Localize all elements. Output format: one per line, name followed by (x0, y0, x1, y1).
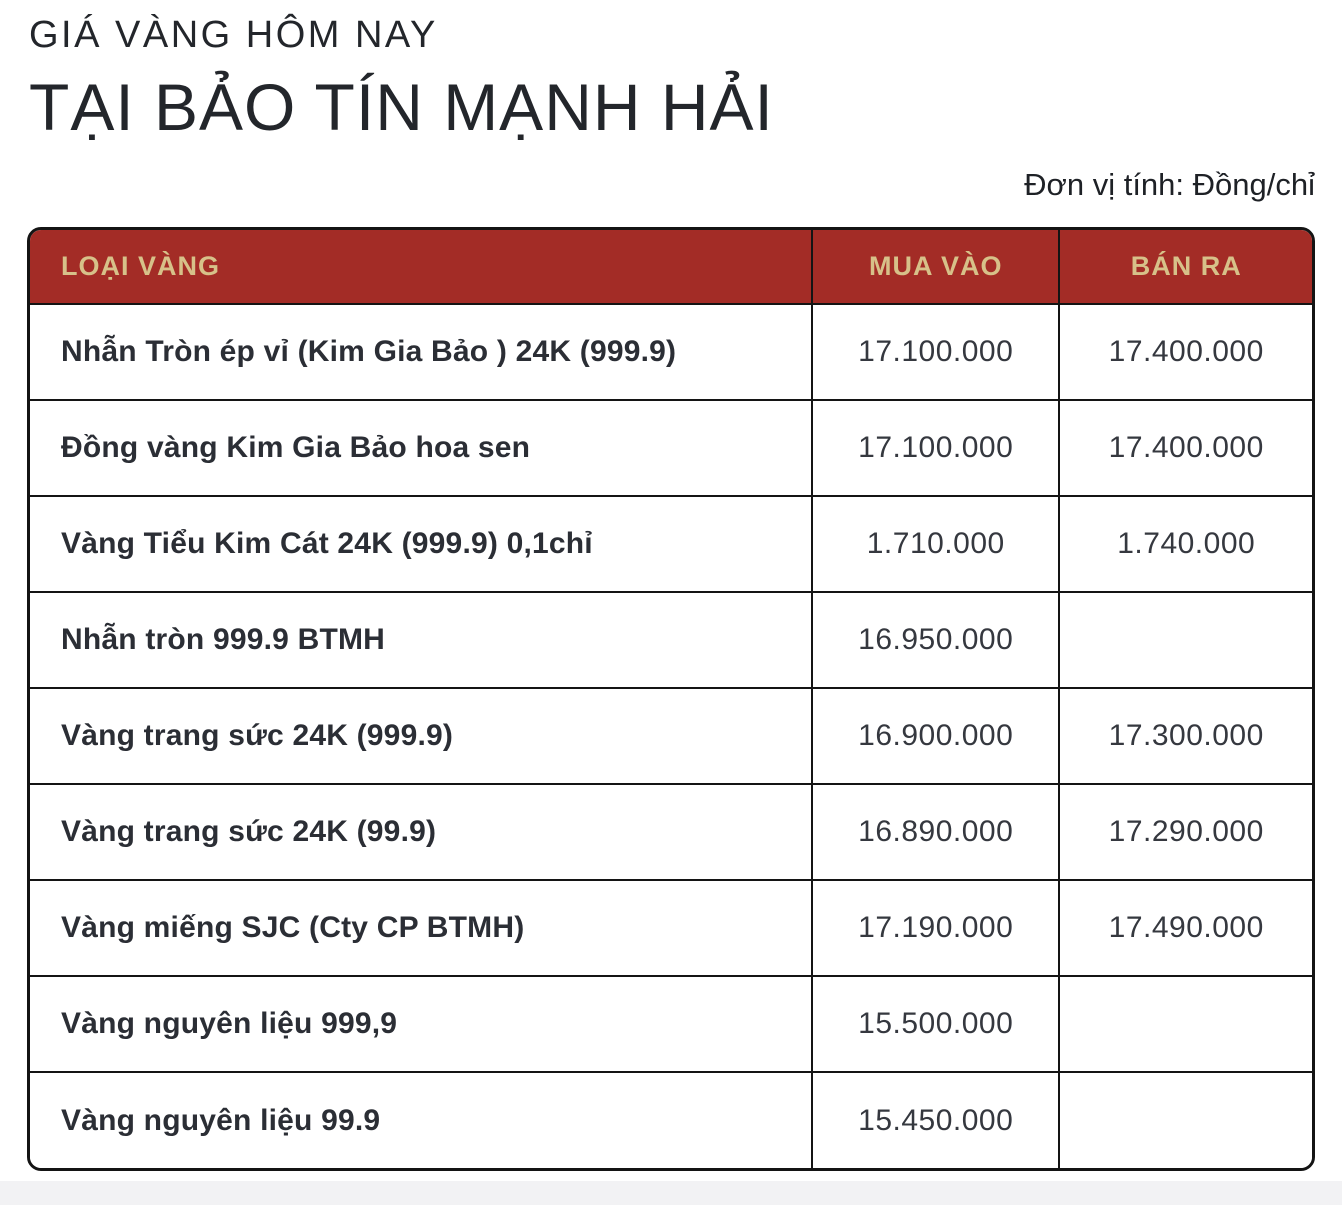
table-row (30, 496, 1312, 592)
table-row (30, 688, 1312, 784)
gold-type-cell: Vàng Tiểu Kim Cát 24K (999.9) 0,1chỉ (30, 496, 812, 592)
buy-price-cell: 15.500.000 (812, 976, 1059, 1072)
table-row (30, 304, 1312, 400)
section-divider-strip (0, 1181, 1342, 1205)
column-header-buy: MUA VÀO (812, 230, 1059, 304)
sell-price-cell (1059, 976, 1312, 1072)
gold-type-cell: Vàng trang sức 24K (99.9) (30, 784, 812, 880)
unit-note: Đơn vị tính: Đồng/chỉ (1024, 167, 1315, 202)
table-row (30, 400, 1312, 496)
table-row (30, 1072, 1312, 1168)
sell-price-cell (1059, 592, 1312, 688)
buy-price-cell: 15.450.000 (812, 1072, 1059, 1168)
gold-table-body (30, 304, 1312, 1168)
gold-type-cell: Vàng nguyên liệu 999,9 (30, 976, 812, 1072)
header-row (30, 230, 1312, 304)
buy-price-cell: 16.890.000 (812, 784, 1059, 880)
buy-price-cell: 1.710.000 (812, 496, 1059, 592)
table-row (30, 976, 1312, 1072)
column-header-sell: BÁN RA (1059, 230, 1312, 304)
buy-price-cell: 17.100.000 (812, 304, 1059, 400)
table-row (30, 784, 1312, 880)
sell-price-cell: 17.290.000 (1059, 784, 1312, 880)
table-row (30, 880, 1312, 976)
gold-type-cell: Nhẫn Tròn ép vỉ (Kim Gia Bảo ) 24K (999.9) (30, 304, 812, 400)
table-row (30, 592, 1312, 688)
sell-price-cell: 17.400.000 (1059, 400, 1312, 496)
column-header-gold-type: LOẠI VÀNG (30, 230, 812, 304)
gold-table (30, 230, 1312, 1168)
page-subtitle: GIÁ VÀNG HÔM NAY (29, 14, 438, 56)
sell-price-cell (1059, 1072, 1312, 1168)
gold-type-cell: Vàng miếng SJC (Cty CP BTMH) (30, 880, 812, 976)
buy-price-cell: 16.900.000 (812, 688, 1059, 784)
sell-price-cell: 17.490.000 (1059, 880, 1312, 976)
sell-price-cell: 17.400.000 (1059, 304, 1312, 400)
gold-type-cell: Vàng nguyên liệu 99.9 (30, 1072, 812, 1168)
buy-price-cell: 17.190.000 (812, 880, 1059, 976)
gold-type-cell: Nhẫn tròn 999.9 BTMH (30, 592, 812, 688)
buy-price-cell: 16.950.000 (812, 592, 1059, 688)
gold-type-cell: Vàng trang sức 24K (999.9) (30, 688, 812, 784)
sell-price-cell: 1.740.000 (1059, 496, 1312, 592)
sell-price-cell: 17.300.000 (1059, 688, 1312, 784)
gold-table-header (30, 230, 1312, 304)
page-title: TẠI BẢO TÍN MẠNH HẢI (29, 70, 774, 144)
gold-price-table (27, 227, 1315, 1171)
buy-price-cell: 17.100.000 (812, 400, 1059, 496)
gold-type-cell: Đồng vàng Kim Gia Bảo hoa sen (30, 400, 812, 496)
